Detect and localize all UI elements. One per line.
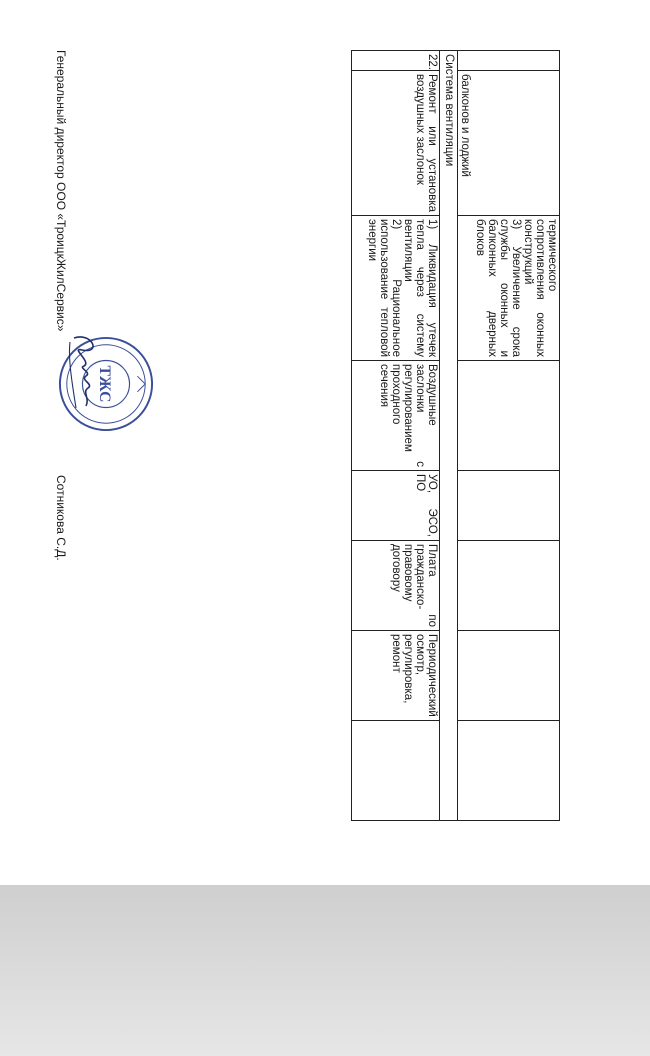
signatory-name: Сотникова С.Д. <box>54 475 68 561</box>
cell-name: Ремонт или установка воздушных заслонок <box>352 71 440 216</box>
cell-financing: Плата по гражданско-правовому договору <box>352 541 440 631</box>
cell-name <box>458 71 560 216</box>
section-title: Система вентиляции <box>440 51 458 821</box>
row-name: балконов и лоджий <box>459 74 471 177</box>
cell-executor <box>458 471 560 541</box>
cell-extra <box>458 721 560 821</box>
rotated-page-content <box>0 50 560 830</box>
scan-background <box>0 885 650 1056</box>
result-item: 2) Рациональное использование тепловой энергии <box>366 219 402 357</box>
cell-financing <box>458 541 560 631</box>
table-row <box>458 51 560 821</box>
svg-text:ТЖС: ТЖС <box>96 365 114 403</box>
cell-result <box>352 216 440 361</box>
cell-equipment: Воздушные заслонки с регулированием проходного сечения <box>352 361 440 471</box>
cell-equipment <box>458 361 560 471</box>
cell-num: 22. <box>352 51 440 71</box>
cell-num <box>458 51 560 71</box>
signature-icon <box>62 328 112 413</box>
cell-executor: УО, ЭСО, ПО <box>352 471 440 541</box>
cell-extra <box>352 721 440 821</box>
section-row <box>440 51 458 821</box>
signatory-position: Генеральный директор ООО «ТроицкЖилСервис» <box>54 50 68 332</box>
measures-table <box>351 50 560 821</box>
result-item: термического сопротивления оконных конструкций <box>522 219 558 357</box>
cell-schedule: Периодический осмотр, регулировка, ремонт <box>352 631 440 721</box>
cell-schedule <box>458 631 560 721</box>
result-item: 1) Ликвидация утечек тепла через систему вентиляции <box>402 219 438 357</box>
result-item: 3) Увеличение срока службы оконных и балконных дверных блоков <box>474 219 522 357</box>
table-row <box>352 51 440 821</box>
cell-result <box>458 216 560 361</box>
